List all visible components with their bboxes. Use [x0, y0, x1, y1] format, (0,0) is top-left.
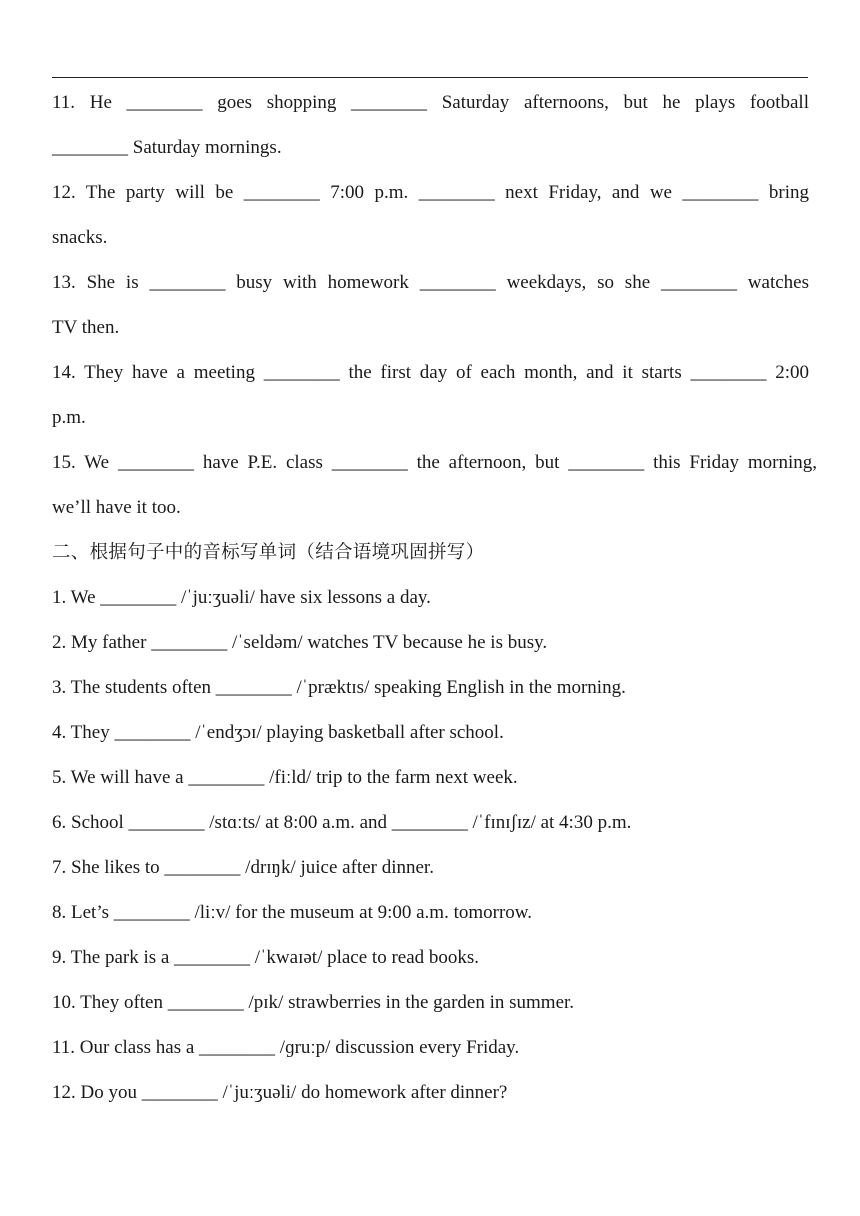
question-text-line-2: snacks.: [52, 227, 108, 248]
question-11: [52, 80, 809, 170]
question-text-line-1: 11. He ________ goes shopping ________ Saturday afternoons, but he plays football: [52, 92, 809, 113]
question-13: [52, 260, 809, 350]
phonetic-item-10: 10. They often ________ /pɪk/ strawberries in the garden in summer.: [52, 992, 575, 1013]
phonetic-item-8: 8. Let’s ________ /liːv/ for the museum at 9:00 a.m. tomorrow.: [52, 902, 533, 923]
phonetic-item-1: 1. We ________ /ˈjuːʒuəli/ have six lessons a day.: [52, 587, 431, 608]
header-rule: [52, 77, 808, 78]
phonetic-item-7: 7. She likes to ________ /drɪŋk/ juice after dinner.: [52, 857, 434, 878]
question-text-line-2: we’ll have it too.: [52, 497, 181, 518]
section-2-heading: 二、根据句子中的音标写单词（结合语境巩固拼写）: [52, 542, 485, 563]
question-text-line-1: 15. We ________ have P.E. class ________ the afternoon, but ________ this Friday morning,: [52, 452, 817, 473]
phonetic-item-6: 6. School ________ /stɑːts/ at 8:00 a.m. and ________ /ˈfɪnɪʃɪz/ at 4:30 p.m.: [52, 812, 632, 833]
question-text-line-2: ________ Saturday mornings.: [52, 137, 282, 158]
phonetic-item-4: 4. They ________ /ˈendʒɔɪ/ playing basketball after school.: [52, 722, 504, 743]
question-text-line-2: p.m.: [52, 407, 86, 428]
question-text-line-1: 13. She is ________ busy with homework ________ weekdays, so she ________ watches: [52, 272, 809, 293]
phonetic-item-12: 12. Do you ________ /ˈjuːʒuəli/ do homework after dinner?: [52, 1082, 508, 1103]
question-text-line-1: 14. They have a meeting ________ the first day of each month, and it starts ________ 2:00: [52, 362, 809, 383]
phonetic-item-3: 3. The students often ________ /ˈpræktɪs/ speaking English in the morning.: [52, 677, 626, 698]
question-14: [52, 350, 809, 440]
phonetic-item-5: 5. We will have a ________ /fiːld/ trip to the farm next week.: [52, 767, 518, 788]
question-text-line-1: 12. The party will be ________ 7:00 p.m. ________ next Friday, and we ________ bring: [52, 182, 809, 203]
question-12: [52, 170, 809, 260]
worksheet-page: [52, 80, 817, 1115]
question-text-line-2: TV then.: [52, 317, 120, 338]
phonetic-item-11: 11. Our class has a ________ /ɡruːp/ discussion every Friday.: [52, 1037, 520, 1058]
phonetic-item-2: 2. My father ________ /ˈseldəm/ watches TV because he is busy.: [52, 632, 548, 653]
phonetic-item-9: 9. The park is a ________ /ˈkwaɪət/ place to read books.: [52, 947, 480, 968]
question-15: [52, 440, 817, 530]
